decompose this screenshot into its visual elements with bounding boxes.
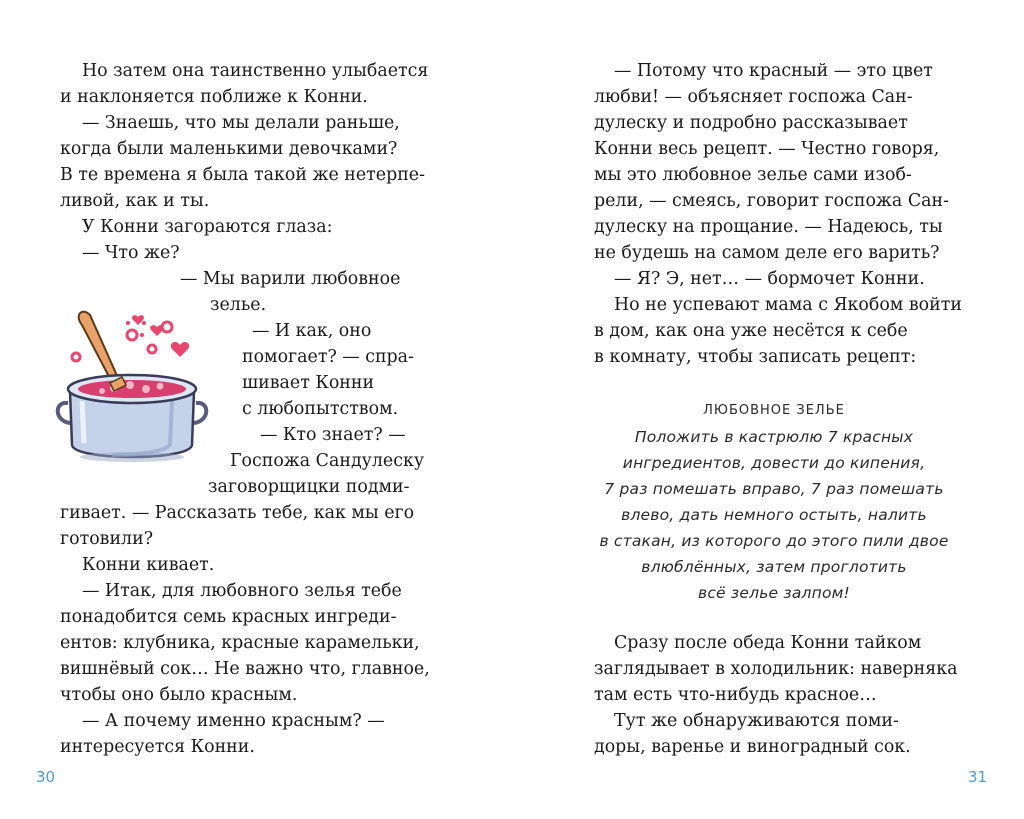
text-line: понадобится семь красных ингреди- xyxy=(60,607,397,627)
text-line: в комнату, чтобы записать рецепт: xyxy=(594,347,917,367)
recipe-line: ингредиентов, довести до кипения, xyxy=(622,454,926,472)
recipe-title: ЛЮБОВНОЕ ЗЕЛЬЕ xyxy=(703,403,845,418)
recipe-line: 7 раз помешать вправо, 7 раз помешать xyxy=(604,480,944,498)
text-line: В те времена я была такой же нетерпе- xyxy=(60,165,425,185)
text-line: любви! — объясняет госпожа Сан- xyxy=(594,87,913,107)
text-line: — Мы варили любовное xyxy=(180,269,401,289)
text-line: ливой, как и ты. xyxy=(60,191,210,211)
text-line: в дом, как она уже несётся к себе xyxy=(594,321,908,341)
potion-bubble xyxy=(72,353,80,361)
heart-icon xyxy=(171,342,189,357)
recipe-line: всё зелье залпом! xyxy=(698,584,850,602)
text-line: — Знаешь, что мы делали раньше, xyxy=(82,113,400,133)
pot-handle xyxy=(58,403,70,423)
text-line: с любопытством. xyxy=(242,399,399,419)
text-line: когда были маленькими девочками? xyxy=(60,139,398,159)
text-line: дулеску на прощание. — Надеюсь, ты xyxy=(594,217,943,237)
text-line: Госпожа Сандулеску xyxy=(230,451,425,471)
potion-bubble xyxy=(127,330,137,340)
text-line: — А почему именно красным? — xyxy=(82,711,385,731)
text-line: ентов: клубника, красные карамельки, xyxy=(60,633,420,653)
recipe-line: влюблённых, затем проглотить xyxy=(641,558,907,576)
text-line: — Я? Э, нет… — бормочет Конни. xyxy=(614,269,925,289)
text-line: — Кто знает? — xyxy=(260,425,406,445)
text-line: — Потому что красный — это цвет xyxy=(614,61,933,81)
potion-bubble xyxy=(126,321,130,325)
text-line: гивает. — Рассказать тебе, как мы его xyxy=(60,503,415,523)
text-line: вишнёвый сок… Не важно что, главное, xyxy=(60,659,430,679)
text-line: — Итак, для любовного зелья тебе xyxy=(82,581,402,601)
text-line: Но не успевают мама с Якобом войти xyxy=(614,295,962,315)
text-line: готовили? xyxy=(60,529,154,549)
text-line: интересуется Конни. xyxy=(60,737,255,757)
text-line: рели, — смеясь, говорит госпожа Сан- xyxy=(594,191,949,211)
recipe-line: Положить в кастрюлю 7 красных xyxy=(634,428,914,446)
text-line: заглядывает в холодильник: наверняка xyxy=(594,659,958,679)
pot-handle xyxy=(194,403,206,423)
text-line: — И как, оно xyxy=(252,321,372,341)
text-line: доры, варенье и виноградный сок. xyxy=(594,737,911,757)
text-line: Конни весь рецепт. — Честно говоря, xyxy=(594,139,940,159)
text-line: шивает Конни xyxy=(242,373,375,393)
recipe-line: в стакан, из которого до этого пили двое xyxy=(599,532,949,550)
text-line: Тут же обнаруживаются поми- xyxy=(614,711,899,731)
potion-bubble xyxy=(140,333,144,337)
text-line: — Что же? xyxy=(82,243,180,263)
right-page xyxy=(512,0,1024,819)
potion-bubble xyxy=(162,322,172,332)
text-line: не будешь на самом деле его варить? xyxy=(594,243,940,263)
text-line: и наклоняется поближе к Конни. xyxy=(60,87,368,107)
potion-bubble xyxy=(148,345,156,353)
text-line: Но затем она таинственно улыбается xyxy=(82,61,429,81)
text-line: чтобы оно было красным. xyxy=(60,685,298,705)
text-line: там есть что-нибудь красное… xyxy=(594,685,877,705)
text-line: зелье. xyxy=(210,295,267,315)
text-line: заговорщицки подми- xyxy=(208,477,410,497)
text-line: Сразу после обеда Конни тайком xyxy=(614,633,922,653)
page-number: 31 xyxy=(968,768,988,786)
page-number: 30 xyxy=(36,768,56,786)
recipe-line: влево, дать немного остыть, налить xyxy=(621,506,927,524)
text-line: У Конни загораются глаза: xyxy=(82,217,333,237)
text-line: Конни кивает. xyxy=(82,555,215,575)
text-line: мы это любовное зелье сами изоб- xyxy=(594,165,912,185)
potion-bubble xyxy=(142,321,146,325)
text-line: дулеску и подробно рассказывает xyxy=(594,113,908,133)
text-line: помогает? — спра- xyxy=(242,347,414,367)
potion-pot-illustration xyxy=(52,305,222,475)
